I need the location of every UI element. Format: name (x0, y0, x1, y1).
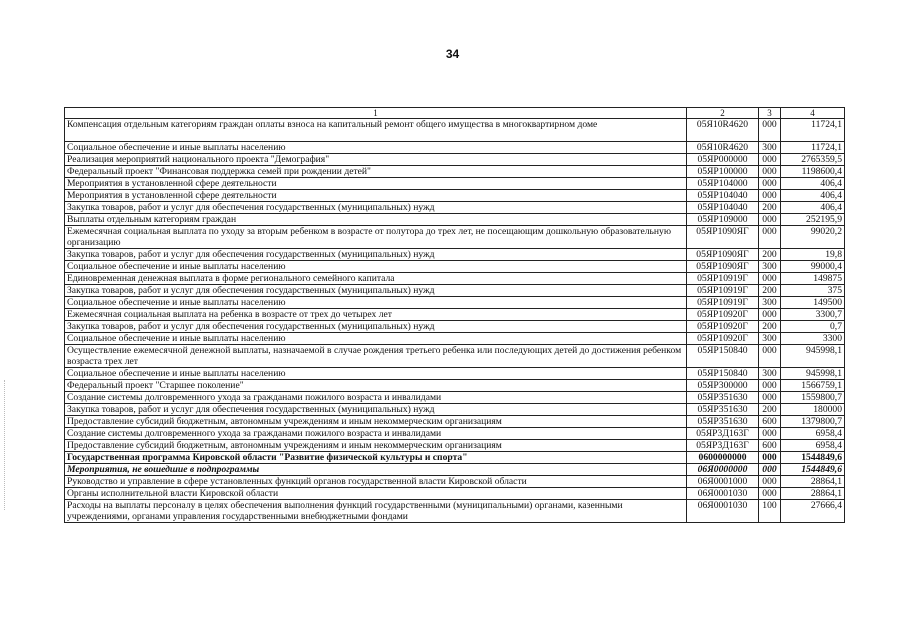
row-name-cell: Социальное обеспечение и иные выплаты населению (65, 297, 687, 309)
budget-table (64, 107, 845, 523)
row-sum-cell: 406,4 (781, 178, 845, 190)
row-name-cell: Федеральный проект "Финансовая поддержка семей при рождении детей" (65, 166, 687, 178)
row-code-cell: 05ЯР3Д163Г (687, 428, 759, 440)
table-row (65, 154, 845, 166)
margin-mark (4, 380, 7, 510)
row-code-cell: 05ЯР104040 (687, 202, 759, 214)
row-sum-cell: 1566759,1 (781, 380, 845, 392)
row-vr-cell: 000 (759, 190, 781, 202)
row-vr-cell: 300 (759, 368, 781, 380)
row-code-cell: 05ЯР000000 (687, 154, 759, 166)
row-sum-cell: 1544849,6 (781, 452, 845, 464)
row-sum-cell: 0,7 (781, 321, 845, 333)
table-row (65, 285, 845, 297)
row-name-cell: Предоставление субсидий бюджетным, автономным учреждениям и иным некоммерческим организациям (65, 416, 687, 428)
row-sum-cell: 27666,4 (781, 500, 845, 523)
row-sum-cell: 1544849,6 (781, 464, 845, 476)
row-code-cell: 05ЯР104040 (687, 190, 759, 202)
row-code-cell: 05ЯР150840 (687, 345, 759, 368)
row-code-cell: 05ЯР10919Г (687, 297, 759, 309)
row-code-cell: 05ЯР100000 (687, 166, 759, 178)
row-name-cell: Ежемесячная социальная выплата на ребенка в возрасте от трех до четырех лет (65, 309, 687, 321)
row-vr-cell: 000 (759, 428, 781, 440)
row-name-cell: Руководство и управление в сфере установленных функций органов государственной власти Кировской области (65, 476, 687, 488)
row-sum-cell: 252195,9 (781, 214, 845, 226)
row-vr-cell: 000 (759, 119, 781, 142)
row-vr-cell: 200 (759, 285, 781, 297)
row-vr-cell: 000 (759, 214, 781, 226)
row-code-cell: 05ЯР1090ЯГ (687, 249, 759, 261)
table-row (65, 476, 845, 488)
row-code-cell: 05ЯР300000 (687, 380, 759, 392)
table-row (65, 404, 845, 416)
row-vr-cell: 300 (759, 297, 781, 309)
row-sum-cell: 2765359,5 (781, 154, 845, 166)
table-row (65, 202, 845, 214)
row-name-cell: Закупка товаров, работ и услуг для обеспечения государственных (муниципальных) нужд (65, 404, 687, 416)
row-sum-cell: 1559800,7 (781, 392, 845, 404)
row-name-cell: Единовременная денежная выплата в форме регионального семейного капитала (65, 273, 687, 285)
row-name-cell: Органы исполнительной власти Кировской области (65, 488, 687, 500)
table-row (65, 440, 845, 452)
row-code-cell: 05ЯР10919Г (687, 273, 759, 285)
row-sum-cell: 3300 (781, 333, 845, 345)
table-row (65, 452, 845, 464)
row-vr-cell: 000 (759, 178, 781, 190)
row-vr-cell: 200 (759, 404, 781, 416)
table-row (65, 488, 845, 500)
row-name-cell: Предоставление субсидий бюджетным, автономным учреждениям и иным некоммерческим организациям (65, 440, 687, 452)
header-cell-vr: 3 (759, 108, 781, 119)
row-name-cell: Мероприятия в установленной сфере деятельности (65, 190, 687, 202)
row-sum-cell: 406,4 (781, 190, 845, 202)
row-name-cell: Ежемесячная социальная выплата по уходу за вторым ребенком в возрасте от полутора до трех лет, не посещающим дошкольную образовательную организацию (65, 226, 687, 249)
row-name-cell: Государственная программа Кировской области "Развитие физической культуры и спорта" (65, 452, 687, 464)
row-code-cell: 05ЯР104000 (687, 178, 759, 190)
table-row (65, 226, 845, 249)
row-vr-cell: 000 (759, 166, 781, 178)
row-name-cell: Закупка товаров, работ и услуг для обеспечения государственных (муниципальных) нужд (65, 202, 687, 214)
row-vr-cell: 600 (759, 416, 781, 428)
row-vr-cell: 000 (759, 464, 781, 476)
row-code-cell: 05ЯР1090ЯГ (687, 226, 759, 249)
row-vr-cell: 200 (759, 249, 781, 261)
table-row (65, 309, 845, 321)
row-sum-cell: 945998,1 (781, 345, 845, 368)
row-sum-cell: 406,4 (781, 202, 845, 214)
row-code-cell: 05ЯР351630 (687, 416, 759, 428)
table-row (65, 368, 845, 380)
row-vr-cell: 000 (759, 345, 781, 368)
row-sum-cell: 6958,4 (781, 440, 845, 452)
row-name-cell: Мероприятия в установленной сфере деятельности (65, 178, 687, 190)
row-name-cell: Создание системы долговременного ухода за гражданами пожилого возраста и инвалидами (65, 428, 687, 440)
row-code-cell: 06Я0001030 (687, 488, 759, 500)
row-name-cell: Закупка товаров, работ и услуг для обеспечения государственных (муниципальных) нужд (65, 321, 687, 333)
table-row (65, 321, 845, 333)
row-code-cell: 06Я0001030 (687, 500, 759, 523)
row-name-cell: Реализация мероприятий национального проекта "Демография" (65, 154, 687, 166)
row-name-cell: Расходы на выплаты персоналу в целях обеспечения выполнения функций государственными (муниципальными) органами, казенными учреждениями, органами управления государственными внебюджетными фондами (65, 500, 687, 523)
row-code-cell: 05ЯР10920Г (687, 321, 759, 333)
row-name-cell: Социальное обеспечение и иные выплаты населению (65, 333, 687, 345)
row-vr-cell: 600 (759, 440, 781, 452)
row-vr-cell: 000 (759, 273, 781, 285)
row-name-cell: Социальное обеспечение и иные выплаты населению (65, 368, 687, 380)
row-name-cell: Социальное обеспечение и иные выплаты населению (65, 142, 687, 154)
table-row (65, 166, 845, 178)
table-row (65, 380, 845, 392)
row-sum-cell: 3300,7 (781, 309, 845, 321)
row-sum-cell: 28864,1 (781, 488, 845, 500)
row-sum-cell: 180000 (781, 404, 845, 416)
table-row (65, 190, 845, 202)
row-vr-cell: 000 (759, 380, 781, 392)
row-vr-cell: 000 (759, 452, 781, 464)
header-cell-name: 1 (65, 108, 687, 119)
row-sum-cell: 149500 (781, 297, 845, 309)
table-row (65, 333, 845, 345)
row-sum-cell: 19,8 (781, 249, 845, 261)
row-code-cell: 05ЯР10919Г (687, 285, 759, 297)
row-code-cell: 05ЯР10920Г (687, 333, 759, 345)
row-vr-cell: 000 (759, 392, 781, 404)
header-cell-sum: 4 (781, 108, 845, 119)
row-code-cell: 05Я10R4620 (687, 142, 759, 154)
table-row (65, 142, 845, 154)
table-row (65, 249, 845, 261)
row-sum-cell: 945998,1 (781, 368, 845, 380)
table-row (65, 416, 845, 428)
row-vr-cell: 300 (759, 333, 781, 345)
row-vr-cell: 000 (759, 226, 781, 249)
row-sum-cell: 149875 (781, 273, 845, 285)
row-code-cell: 0600000000 (687, 452, 759, 464)
row-sum-cell: 375 (781, 285, 845, 297)
row-name-cell: Мероприятия, не вошедшие в подпрограммы (65, 464, 687, 476)
row-name-cell: Федеральный проект "Старшее поколение" (65, 380, 687, 392)
row-sum-cell: 1198600,4 (781, 166, 845, 178)
row-code-cell: 05ЯР351630 (687, 392, 759, 404)
row-vr-cell: 000 (759, 309, 781, 321)
table-row (65, 464, 845, 476)
row-sum-cell: 11724,1 (781, 142, 845, 154)
row-vr-cell: 000 (759, 154, 781, 166)
row-vr-cell: 000 (759, 488, 781, 500)
table-header-row (65, 108, 845, 119)
row-code-cell: 05ЯР10920Г (687, 309, 759, 321)
table-row (65, 261, 845, 273)
row-code-cell: 06Я0000000 (687, 464, 759, 476)
row-name-cell: Выплаты отдельным категориям граждан (65, 214, 687, 226)
table-row (65, 214, 845, 226)
row-sum-cell: 1379800,7 (781, 416, 845, 428)
table-row (65, 119, 845, 142)
row-code-cell: 06Я0001000 (687, 476, 759, 488)
table-row (65, 428, 845, 440)
table-row (65, 345, 845, 368)
row-vr-cell: 100 (759, 500, 781, 523)
row-name-cell: Закупка товаров, работ и услуг для обеспечения государственных (муниципальных) нужд (65, 249, 687, 261)
row-vr-cell: 300 (759, 142, 781, 154)
row-name-cell: Осуществление ежемесячной денежной выплаты, назначаемой в случае рождения третьего ребенка или последующих детей до достижения ребенком возраста трех лет (65, 345, 687, 368)
row-code-cell: 05ЯР351630 (687, 404, 759, 416)
row-name-cell: Социальное обеспечение и иные выплаты населению (65, 261, 687, 273)
page-number: 34 (445, 47, 460, 61)
row-vr-cell: 000 (759, 476, 781, 488)
row-code-cell: 05ЯР109000 (687, 214, 759, 226)
table-row (65, 297, 845, 309)
row-sum-cell: 11724,1 (781, 119, 845, 142)
row-vr-cell: 300 (759, 261, 781, 273)
row-code-cell: 05ЯР150840 (687, 368, 759, 380)
row-vr-cell: 200 (759, 321, 781, 333)
row-vr-cell: 200 (759, 202, 781, 214)
row-name-cell: Компенсация отдельным категориям граждан оплаты взноса на капитальный ремонт общего имущества в многоквартирном доме (65, 119, 687, 142)
row-code-cell: 05ЯР3Д163Г (687, 440, 759, 452)
table-row (65, 500, 845, 523)
table-row (65, 178, 845, 190)
row-name-cell: Закупка товаров, работ и услуг для обеспечения государственных (муниципальных) нужд (65, 285, 687, 297)
table-row (65, 392, 845, 404)
row-sum-cell: 28864,1 (781, 476, 845, 488)
row-sum-cell: 99000,4 (781, 261, 845, 273)
row-sum-cell: 6958,4 (781, 428, 845, 440)
header-cell-code: 2 (687, 108, 759, 119)
table-row (65, 273, 845, 285)
row-code-cell: 05ЯР1090ЯГ (687, 261, 759, 273)
row-sum-cell: 99020,2 (781, 226, 845, 249)
row-name-cell: Создание системы долговременного ухода за гражданами пожилого возраста и инвалидами (65, 392, 687, 404)
row-code-cell: 05Я10R4620 (687, 119, 759, 142)
